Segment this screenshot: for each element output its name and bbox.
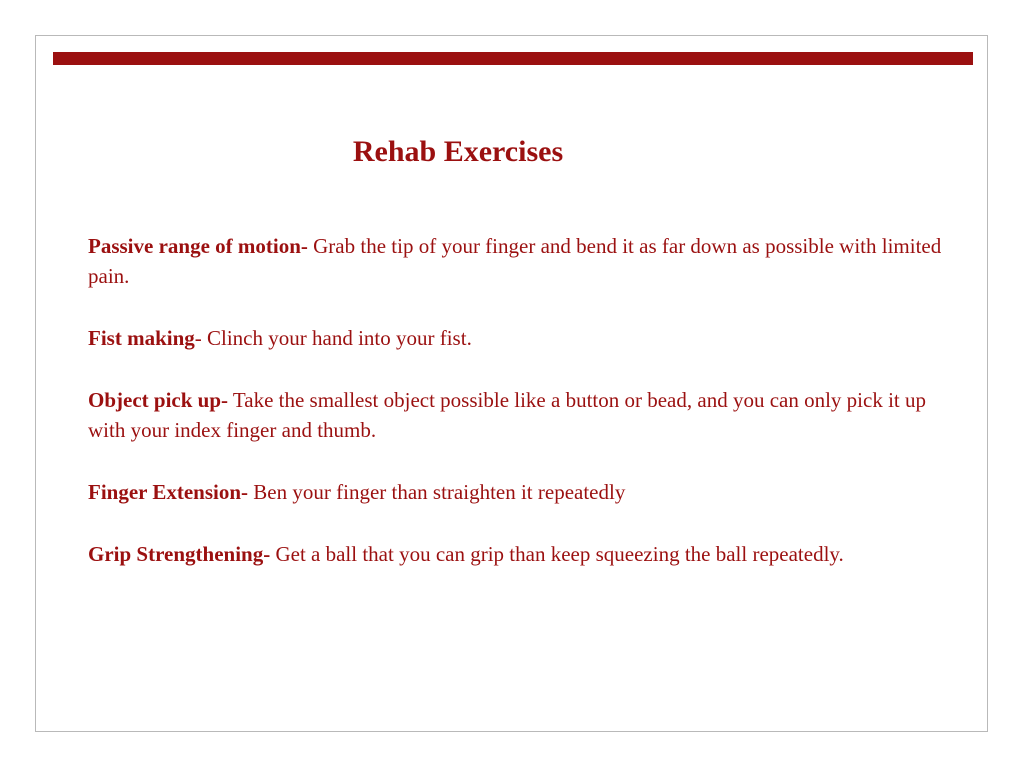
exercise-name: Fist making (88, 326, 195, 350)
exercise-finger-extension (88, 477, 968, 507)
exercise-passive-range-of-motion (88, 231, 968, 291)
exercise-object-pick-up (88, 385, 968, 445)
exercise-description: Ben your finger than straighten it repeatedly (248, 480, 626, 504)
exercise-name: Grip Strengthening- (88, 542, 271, 566)
exercise-name: Passive range of motion- (88, 234, 308, 258)
exercise-name: Finger Extension- (88, 480, 249, 504)
exercise-list (88, 231, 968, 601)
exercise-description: Get a ball that you can grip than keep squeezing the ball repeatedly. (270, 542, 844, 566)
exercise-grip-strengthening (88, 539, 968, 569)
exercise-description: Take the smallest object possible like a button or bead, and you can only pick it up with your index finger and thumb. (88, 388, 926, 442)
exercise-description: Grab the tip of your finger and bend it as far down as possible with limited pain. (88, 234, 942, 288)
exercise-description: - Clinch your hand into your fist. (194, 326, 472, 350)
accent-bar (53, 52, 973, 65)
slide (35, 35, 988, 732)
exercise-fist-making (88, 323, 968, 353)
slide-title: Rehab Exercises (352, 135, 564, 168)
exercise-name: Object pick up- (88, 388, 229, 412)
